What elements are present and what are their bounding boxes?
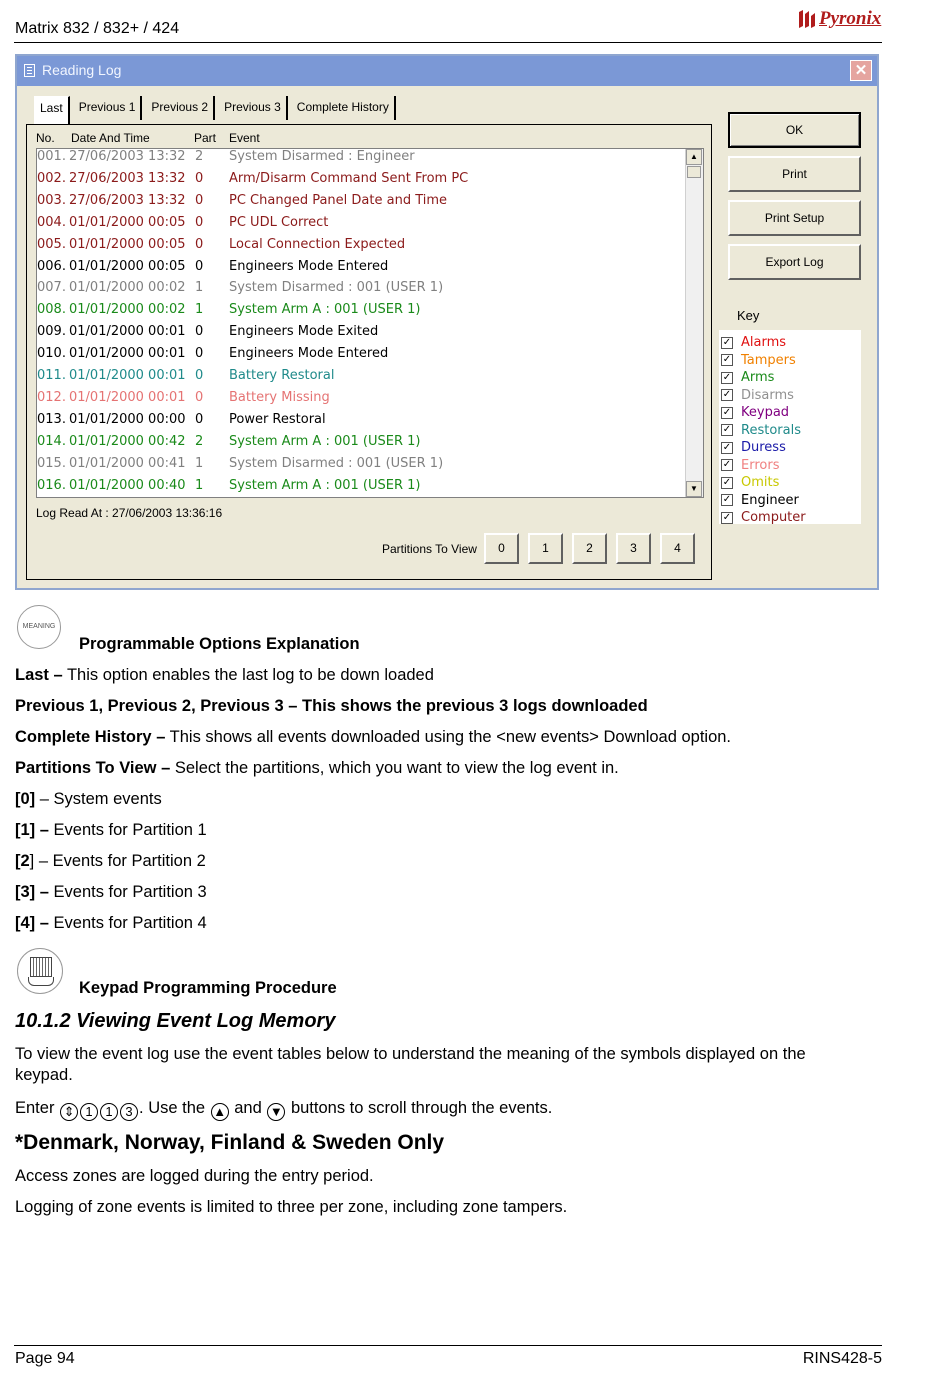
event-log-list[interactable] bbox=[36, 148, 704, 498]
table-row[interactable] bbox=[37, 171, 677, 191]
table-row[interactable] bbox=[37, 302, 677, 322]
paragraph-partitions: Partitions To View – Select the partitions, which you want to view the log event in. bbox=[15, 759, 619, 777]
close-button[interactable]: ✕ bbox=[850, 60, 872, 81]
section-title-keypad: Keypad Programming Procedure bbox=[79, 979, 337, 997]
partition-button-4[interactable]: 4 bbox=[660, 533, 695, 564]
key-item-label: Errors bbox=[741, 457, 780, 473]
column-header-datetime: Date And Time bbox=[71, 131, 150, 145]
column-header-part: Part bbox=[194, 131, 217, 145]
cell-event: PC Changed Panel Date and Time bbox=[229, 192, 448, 208]
paragraph-p4: [4] – Events for Partition 4 bbox=[15, 914, 207, 932]
cell-no: 010. bbox=[37, 346, 66, 362]
cell-datetime: 01/01/2000 00:05 bbox=[69, 236, 186, 252]
cell-no: 016. bbox=[37, 477, 66, 493]
checkbox-icon[interactable]: ✓ bbox=[722, 511, 732, 523]
cell-datetime: 01/01/2000 00:01 bbox=[69, 346, 186, 362]
column-header-event: Event bbox=[229, 131, 260, 145]
key-item-tampers[interactable] bbox=[721, 352, 796, 369]
key-item-label: Keypad bbox=[741, 405, 790, 420]
scroll-thumb[interactable] bbox=[687, 166, 701, 178]
cell-part: 0 bbox=[195, 258, 204, 274]
key-label: Key bbox=[737, 308, 760, 323]
meaning-icon: MEANING bbox=[17, 605, 61, 649]
paragraph-access-zones: Access zones are logged during the entry period. bbox=[15, 1167, 374, 1185]
key-item-restorals[interactable] bbox=[721, 422, 801, 439]
tab-last[interactable]: Last bbox=[34, 96, 70, 124]
cell-event: System Arm A : 001 (USER 1) bbox=[229, 433, 421, 449]
log-read-at: Log Read At : 27/06/2003 13:36:16 bbox=[36, 506, 223, 520]
footer-rule bbox=[14, 1345, 882, 1346]
scroll-down-arrow-icon[interactable]: ▼ bbox=[686, 481, 702, 497]
checkbox-icon[interactable]: ✓ bbox=[722, 371, 732, 383]
key-1-icon: 1 bbox=[100, 1103, 118, 1121]
cell-event: System Disarmed : Engineer bbox=[229, 149, 415, 164]
tab-previous-2[interactable]: Previous 2 bbox=[146, 96, 215, 120]
paragraph-intro-line1: To view the event log use the event tables below to understand the meaning of the symbols displayed on the bbox=[15, 1045, 806, 1063]
dialog-titlebar[interactable] bbox=[17, 56, 877, 86]
key-item-omits[interactable] bbox=[721, 474, 779, 491]
export-log-button[interactable]: Export Log bbox=[728, 244, 861, 280]
cell-part: 1 bbox=[195, 455, 204, 471]
key-item-label: Disarms bbox=[741, 387, 794, 403]
key-item-label: Computer bbox=[741, 510, 806, 525]
partitions-to-view-label: Partitions To View bbox=[382, 542, 477, 556]
ok-button[interactable]: OK bbox=[728, 112, 861, 148]
log-tabs bbox=[34, 96, 400, 120]
key-item-label: Arms bbox=[741, 370, 775, 385]
table-row[interactable] bbox=[37, 193, 677, 213]
checkbox-icon[interactable]: ✓ bbox=[722, 354, 732, 365]
key-item-arms[interactable] bbox=[721, 369, 774, 386]
key-item-engineer[interactable] bbox=[721, 492, 799, 509]
cell-no: 011. bbox=[37, 368, 66, 383]
tab-complete-history[interactable]: Complete History bbox=[292, 96, 396, 120]
up-arrow-key-icon: ▲ bbox=[211, 1103, 229, 1121]
key-item-label: Tampers bbox=[741, 352, 796, 368]
cell-no: 009. bbox=[37, 324, 66, 340]
cell-part: 0 bbox=[195, 170, 204, 186]
cell-part: 0 bbox=[195, 324, 204, 340]
cell-datetime: 01/01/2000 00:41 bbox=[69, 455, 186, 471]
cell-datetime: 27/06/2003 13:32 bbox=[69, 192, 186, 208]
section-title-options: Programmable Options Explanation bbox=[79, 635, 360, 653]
cell-datetime: 01/01/2000 00:02 bbox=[69, 280, 186, 296]
document-reference: RINS428-5 bbox=[802, 1350, 882, 1367]
pyronix-logo bbox=[797, 8, 881, 30]
cell-no: 003. bbox=[37, 192, 66, 208]
cell-event: Arm/Disarm Command Sent From PC bbox=[229, 170, 469, 186]
cell-datetime: 01/01/2000 00:40 bbox=[69, 477, 186, 493]
cell-datetime: 01/01/2000 00:00 bbox=[69, 411, 186, 427]
cell-event: PC UDL Correct bbox=[229, 214, 329, 230]
paragraph-p1: [1] – Events for Partition 1 bbox=[15, 821, 207, 839]
key-1-icon: 1 bbox=[80, 1103, 98, 1121]
print-button[interactable]: Print bbox=[728, 156, 861, 192]
paragraph-p2: [2] – Events for Partition 2 bbox=[15, 852, 206, 870]
cell-part: 2 bbox=[195, 433, 204, 449]
checkbox-icon[interactable]: ✓ bbox=[722, 441, 732, 453]
cell-part: 0 bbox=[195, 368, 204, 383]
table-row[interactable] bbox=[37, 215, 677, 235]
tab-previous-1[interactable]: Previous 1 bbox=[74, 96, 143, 120]
cell-event: Power Restoral bbox=[229, 411, 326, 427]
header-rule bbox=[14, 42, 882, 43]
cell-no: 002. bbox=[37, 170, 66, 186]
partition-button-0[interactable]: 0 bbox=[484, 533, 519, 564]
cell-part: 0 bbox=[195, 236, 204, 252]
cell-event: Engineers Mode Entered bbox=[229, 258, 389, 274]
table-row[interactable] bbox=[37, 434, 677, 454]
cell-event: Engineers Mode Exited bbox=[229, 324, 379, 340]
paragraph-zone-events-limit: Logging of zone events is limited to three per zone, including zone tampers. bbox=[15, 1198, 568, 1216]
cell-part: 2 bbox=[195, 149, 204, 164]
cell-datetime: 01/01/2000 00:42 bbox=[69, 433, 186, 449]
cell-part: 0 bbox=[195, 192, 204, 208]
table-row[interactable] bbox=[37, 390, 677, 410]
key-item-alarms[interactable] bbox=[721, 334, 786, 351]
cell-event: Engineers Mode Entered bbox=[229, 346, 389, 362]
cell-no: 013. bbox=[37, 411, 66, 427]
paragraph-intro-line2: keypad. bbox=[15, 1066, 73, 1084]
partition-button-2[interactable]: 2 bbox=[572, 533, 607, 564]
cell-no: 008. bbox=[37, 302, 66, 318]
checkbox-icon[interactable]: ✓ bbox=[722, 476, 732, 488]
heading-nordic: *Denmark, Norway, Finland & Sweden Only bbox=[15, 1131, 445, 1154]
scroll-key-icon: ⇕ bbox=[60, 1103, 78, 1121]
key-item-label: Engineer bbox=[741, 492, 799, 508]
key-item-computer[interactable] bbox=[721, 509, 806, 526]
paragraph-last: Last – This option enables the last log to be down loaded bbox=[15, 666, 434, 684]
cell-part: 1 bbox=[195, 477, 204, 493]
document-icon bbox=[24, 64, 35, 77]
cell-datetime: 27/06/2003 13:32 bbox=[69, 149, 186, 164]
key-item-label: Restorals bbox=[741, 422, 801, 438]
column-header-no: No. bbox=[36, 131, 55, 145]
cell-part: 1 bbox=[195, 302, 204, 318]
checkbox-icon[interactable]: ✓ bbox=[722, 336, 732, 348]
page-number: Page 94 bbox=[15, 1350, 75, 1367]
cell-no: 001. bbox=[37, 149, 66, 164]
flame-icon bbox=[797, 8, 817, 30]
table-row[interactable] bbox=[37, 478, 677, 498]
cell-datetime: 27/06/2003 13:32 bbox=[69, 170, 186, 186]
cell-event: Local Connection Expected bbox=[229, 236, 406, 252]
table-row[interactable] bbox=[37, 259, 677, 279]
heading-viewing-event-log: 10.1.2 Viewing Event Log Memory bbox=[15, 1010, 336, 1032]
cell-no: 006. bbox=[37, 258, 66, 274]
table-row[interactable] bbox=[37, 149, 677, 169]
cell-datetime: 01/01/2000 00:02 bbox=[69, 302, 186, 318]
checkbox-icon[interactable]: ✓ bbox=[722, 424, 732, 435]
cell-no: 007. bbox=[37, 280, 66, 296]
cell-event: Battery Missing bbox=[229, 389, 330, 405]
cell-datetime: 01/01/2000 00:01 bbox=[69, 324, 186, 340]
cell-datetime: 01/01/2000 00:01 bbox=[69, 368, 186, 383]
checkbox-icon[interactable]: ✓ bbox=[722, 389, 732, 400]
checkbox-icon[interactable]: ✓ bbox=[722, 494, 732, 505]
key-item-errors[interactable] bbox=[721, 457, 779, 474]
print-setup-button[interactable]: Print Setup bbox=[728, 200, 861, 236]
scroll-up-arrow-icon[interactable]: ▲ bbox=[686, 149, 702, 165]
paragraph-p3: [3] – Events for Partition 3 bbox=[15, 883, 207, 901]
cell-no: 012. bbox=[37, 389, 66, 405]
paragraph-complete-history: Complete History – This shows all events downloaded using the <new events> Download option. bbox=[15, 728, 732, 746]
cell-datetime: 01/01/2000 00:05 bbox=[69, 258, 186, 274]
cell-datetime: 01/01/2000 00:01 bbox=[69, 389, 186, 405]
dialog-title: Reading Log bbox=[42, 62, 122, 78]
cell-no: 014. bbox=[37, 433, 66, 449]
checkbox-icon[interactable]: ✓ bbox=[722, 406, 732, 418]
cell-no: 015. bbox=[37, 455, 66, 471]
tab-previous-3[interactable]: Previous 3 bbox=[219, 96, 288, 120]
table-row[interactable] bbox=[37, 368, 677, 388]
cell-event: System Disarmed : 001 (USER 1) bbox=[229, 280, 444, 296]
key-3-icon: 3 bbox=[120, 1103, 138, 1121]
cell-part: 0 bbox=[195, 411, 204, 427]
document-header-title: Matrix 832 / 832+ / 424 bbox=[15, 20, 180, 37]
key-item-label: Duress bbox=[741, 440, 786, 455]
key-item-duress[interactable] bbox=[721, 439, 786, 456]
table-row[interactable] bbox=[37, 237, 677, 257]
paragraph-enter-keys: Enter ⇕ 1 1 3 . Use the ▲ and ▼ buttons to scroll through the events. bbox=[15, 1099, 553, 1119]
table-row[interactable] bbox=[37, 412, 677, 432]
key-item-keypad[interactable] bbox=[721, 404, 789, 421]
key-item-label: Alarms bbox=[741, 335, 787, 350]
down-arrow-key-icon: ▼ bbox=[267, 1103, 285, 1121]
key-item-label: Omits bbox=[741, 475, 780, 490]
table-row[interactable] bbox=[37, 456, 677, 476]
table-row[interactable] bbox=[37, 280, 677, 300]
cell-no: 005. bbox=[37, 236, 66, 252]
cell-event: System Disarmed : 001 (USER 1) bbox=[229, 455, 444, 471]
table-row[interactable] bbox=[37, 346, 677, 366]
partition-button-1[interactable]: 1 bbox=[528, 533, 563, 564]
keypad-icon bbox=[17, 948, 63, 994]
cell-part: 0 bbox=[195, 389, 204, 405]
cell-part: 0 bbox=[195, 346, 204, 362]
logo-text: Pyronix bbox=[819, 8, 882, 29]
cell-part: 1 bbox=[195, 280, 204, 296]
cell-part: 0 bbox=[195, 214, 204, 230]
reading-log-dialog bbox=[15, 54, 879, 590]
paragraph-previous: Previous 1, Previous 2, Previous 3 – This shows the previous 3 logs downloaded bbox=[15, 697, 648, 715]
cell-event: System Arm A : 001 (USER 1) bbox=[229, 302, 421, 318]
table-row[interactable] bbox=[37, 324, 677, 344]
list-scrollbar[interactable] bbox=[685, 149, 703, 497]
paragraph-p0: [0] – System events bbox=[15, 790, 162, 808]
partition-button-3[interactable]: 3 bbox=[616, 533, 651, 564]
cell-datetime: 01/01/2000 00:05 bbox=[69, 214, 186, 230]
key-legend bbox=[719, 330, 861, 524]
key-item-disarms[interactable] bbox=[721, 387, 794, 404]
cell-event: System Arm A : 001 (USER 1) bbox=[229, 477, 421, 493]
cell-no: 004. bbox=[37, 214, 66, 230]
cell-event: Battery Restoral bbox=[229, 368, 335, 383]
checkbox-icon[interactable]: ✓ bbox=[722, 459, 732, 470]
